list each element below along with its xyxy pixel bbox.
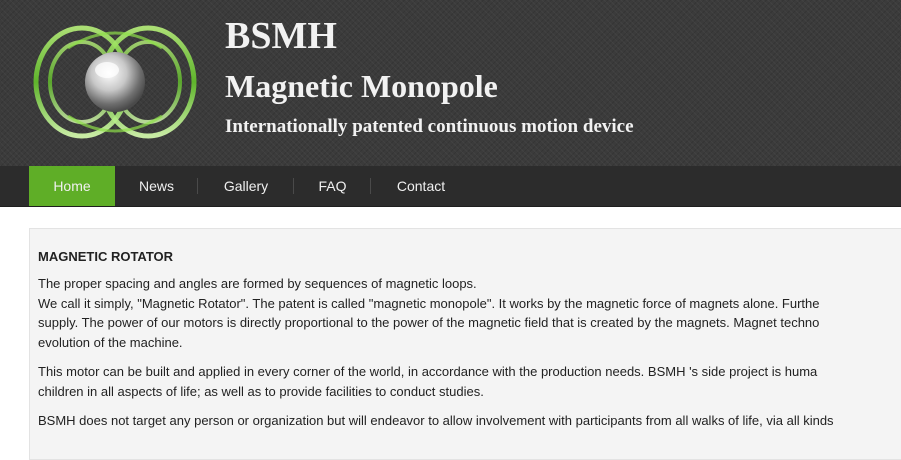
main-content [29, 228, 901, 460]
paragraph-1 [38, 274, 901, 352]
site-tagline: Internationally patented continuous motion device [225, 116, 634, 137]
nav-item-contact[interactable] [371, 166, 471, 206]
site-title: BSMH [225, 15, 337, 57]
paragraph-line: This motor can be built and applied in every corner of the world, in accordance with the production needs. BSMH 's side project is huma [38, 364, 818, 379]
site-subtitle: Magnetic Monopole [225, 68, 498, 104]
main-navigation [0, 166, 901, 207]
nav-link-faq[interactable]: FAQ [318, 178, 347, 194]
nav-link-news[interactable]: News [138, 178, 174, 194]
paragraph-line: children in all aspects of life; as well as to provide facilities to conduct studies. [38, 383, 484, 399]
paragraph-3 [38, 411, 901, 431]
paragraph-line: evolution of the machine. [38, 334, 183, 350]
nav-link-gallery[interactable]: Gallery [223, 178, 269, 194]
paragraph-line: BSMH does not target any person or organization but will endeavor to allow involvement with participants from all walks of life, via all kinds [38, 413, 834, 428]
nav-item-home[interactable] [29, 166, 115, 206]
nav-item-gallery[interactable] [198, 166, 294, 206]
paragraph-line: We call it simply, "Magnetic Rotator". The patent is called "magnetic monopole". It works by the magnetic force of magnets alone. Furthe [38, 295, 820, 311]
article [38, 247, 901, 441]
section-title: MAGNETIC ROTATOR [38, 249, 174, 264]
nav-item-news[interactable] [115, 166, 198, 206]
paragraph-2 [38, 362, 901, 401]
nav-item-faq[interactable] [294, 166, 371, 206]
nav-link-home[interactable]: Home [53, 178, 91, 194]
paragraph-line: The proper spacing and angles are formed by sequences of magnetic loops. [38, 276, 477, 291]
nav-link-contact[interactable]: Contact [396, 178, 446, 194]
paragraph-line: supply. The power of our motors is directly proportional to the power of the magnetic field that is created by the magnets. Magnet techno [38, 315, 820, 330]
nav-list [29, 166, 471, 206]
magnetic-field-logo-icon[interactable] [30, 20, 200, 146]
site-header [0, 0, 901, 166]
